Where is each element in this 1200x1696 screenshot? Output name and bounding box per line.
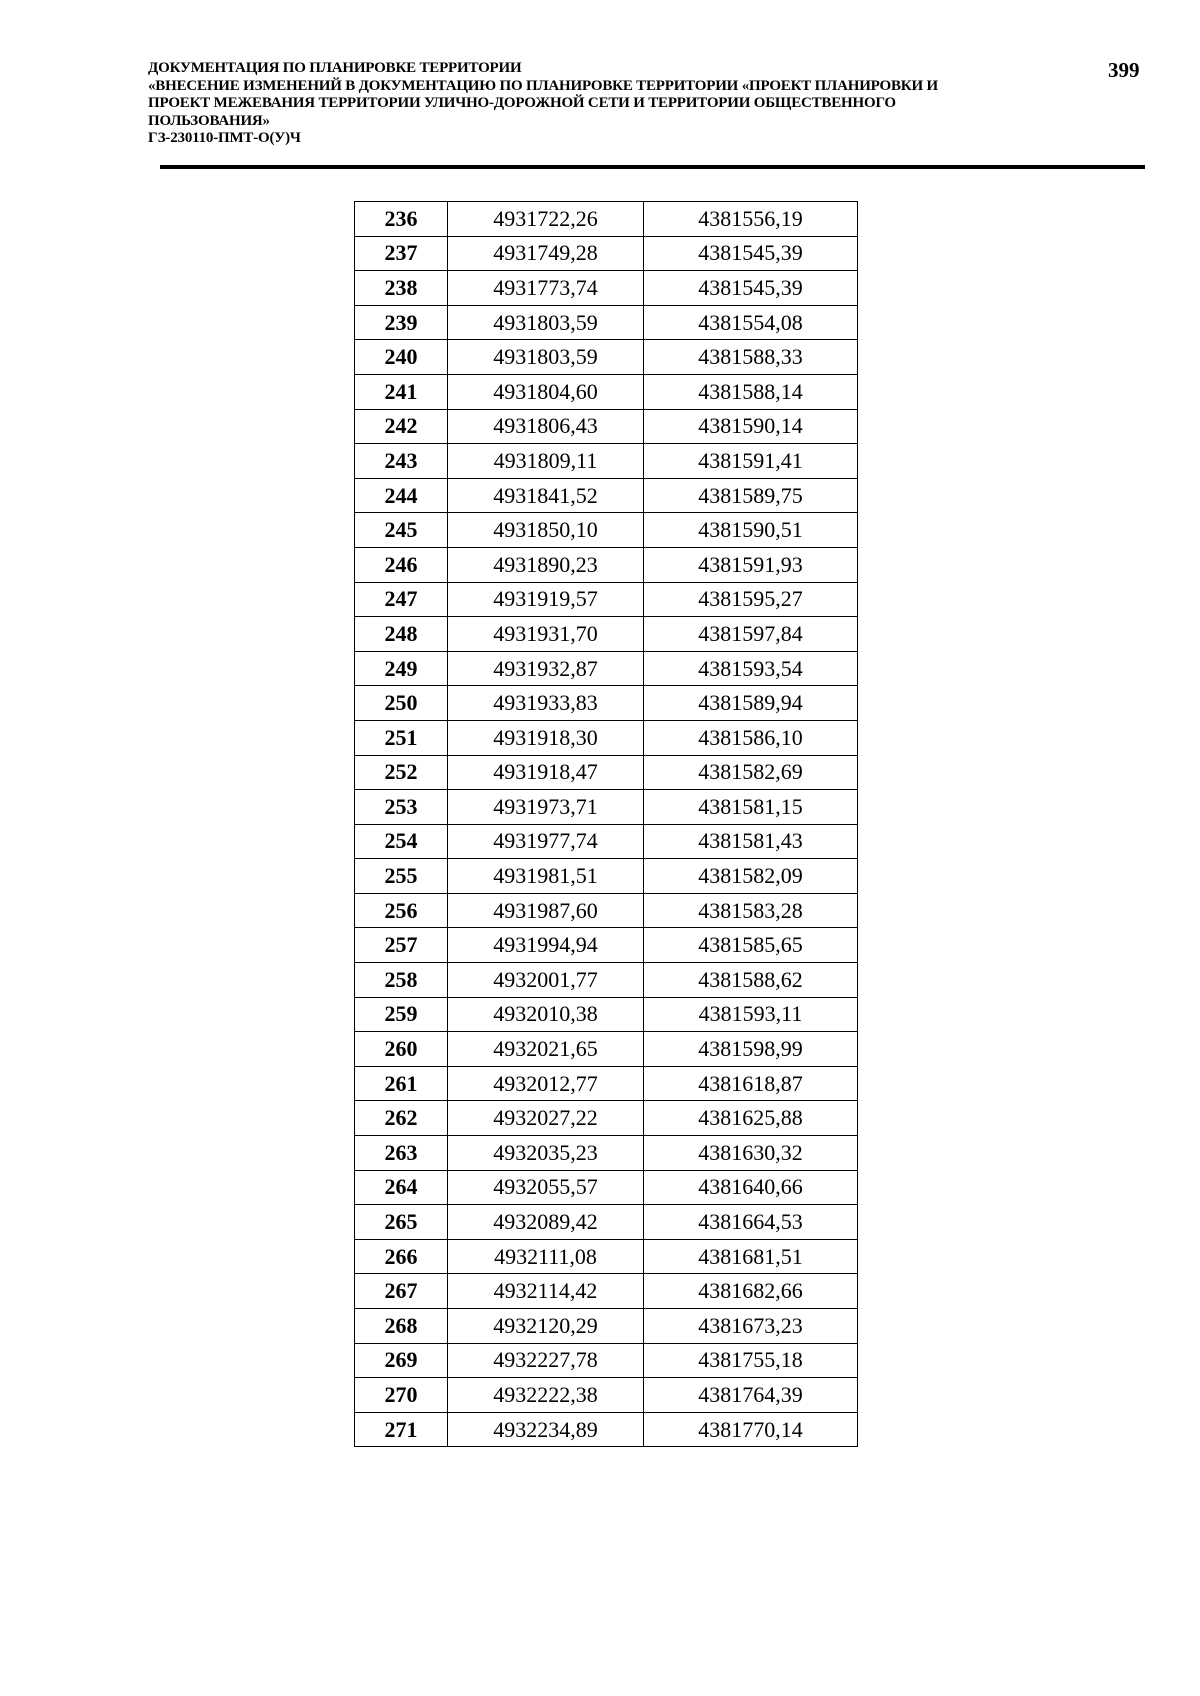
point-number: 238 <box>355 271 448 306</box>
point-number: 236 <box>355 202 448 237</box>
point-number: 245 <box>355 513 448 548</box>
x-coordinate: 4931749,28 <box>448 236 644 271</box>
point-number: 259 <box>355 997 448 1032</box>
table-row <box>355 859 858 894</box>
table-row <box>355 305 858 340</box>
point-number: 237 <box>355 236 448 271</box>
table-row <box>355 997 858 1032</box>
point-number: 252 <box>355 755 448 790</box>
point-number: 253 <box>355 790 448 825</box>
y-coordinate: 4381545,39 <box>644 271 858 306</box>
table-row <box>355 236 858 271</box>
table-row <box>355 1412 858 1447</box>
y-coordinate: 4381556,19 <box>644 202 858 237</box>
y-coordinate: 4381770,14 <box>644 1412 858 1447</box>
point-number: 251 <box>355 720 448 755</box>
x-coordinate: 4931850,10 <box>448 513 644 548</box>
table-row <box>355 582 858 617</box>
point-number: 240 <box>355 340 448 375</box>
point-number: 270 <box>355 1378 448 1413</box>
y-coordinate: 4381755,18 <box>644 1343 858 1378</box>
x-coordinate: 4931919,57 <box>448 582 644 617</box>
x-coordinate: 4931773,74 <box>448 271 644 306</box>
table-row <box>355 1309 858 1344</box>
y-coordinate: 4381589,94 <box>644 686 858 721</box>
point-number: 241 <box>355 374 448 409</box>
y-coordinate: 4381545,39 <box>644 236 858 271</box>
x-coordinate: 4931981,51 <box>448 859 644 894</box>
table-row <box>355 202 858 237</box>
x-coordinate: 4932021,65 <box>448 1032 644 1067</box>
x-coordinate: 4932234,89 <box>448 1412 644 1447</box>
x-coordinate: 4931918,30 <box>448 720 644 755</box>
x-coordinate: 4931931,70 <box>448 617 644 652</box>
table-row <box>355 1274 858 1309</box>
table-row <box>355 513 858 548</box>
x-coordinate: 4932027,22 <box>448 1101 644 1136</box>
table-row <box>355 271 858 306</box>
y-coordinate: 4381588,62 <box>644 963 858 998</box>
table-row <box>355 1136 858 1171</box>
x-coordinate: 4931973,71 <box>448 790 644 825</box>
y-coordinate: 4381585,65 <box>644 928 858 963</box>
table-row <box>355 1066 858 1101</box>
table-row <box>355 824 858 859</box>
point-number: 242 <box>355 409 448 444</box>
y-coordinate: 4381593,11 <box>644 997 858 1032</box>
x-coordinate: 4931987,60 <box>448 893 644 928</box>
x-coordinate: 4932120,29 <box>448 1309 644 1344</box>
x-coordinate: 4931918,47 <box>448 755 644 790</box>
table-row <box>355 1101 858 1136</box>
y-coordinate: 4381681,51 <box>644 1239 858 1274</box>
table-row <box>355 1343 858 1378</box>
y-coordinate: 4381589,75 <box>644 478 858 513</box>
header-line: «ВНЕСЕНИЕ ИЗМЕНЕНИЙ В ДОКУМЕНТАЦИЮ ПО ПЛАНИРОВКЕ ТЕРРИТОРИИ «ПРОЕКТ ПЛАНИРОВКИ И <box>148 77 938 94</box>
y-coordinate: 4381582,69 <box>644 755 858 790</box>
x-coordinate: 4931841,52 <box>448 478 644 513</box>
x-coordinate: 4932227,78 <box>448 1343 644 1378</box>
y-coordinate: 4381640,66 <box>644 1170 858 1205</box>
y-coordinate: 4381554,08 <box>644 305 858 340</box>
table-row <box>355 617 858 652</box>
point-number: 255 <box>355 859 448 894</box>
header-line: ПРОЕКТ МЕЖЕВАНИЯ ТЕРРИТОРИИ УЛИЧНО-ДОРОЖНОЙ СЕТИ И ТЕРРИТОРИИ ОБЩЕСТВЕННОГО <box>148 95 896 111</box>
point-number: 257 <box>355 928 448 963</box>
y-coordinate: 4381588,14 <box>644 374 858 409</box>
table-row <box>355 340 858 375</box>
point-number: 262 <box>355 1101 448 1136</box>
y-coordinate: 4381618,87 <box>644 1066 858 1101</box>
point-number: 261 <box>355 1066 448 1101</box>
header-line: ПОЛЬЗОВАНИЯ» <box>148 112 270 129</box>
point-number: 248 <box>355 617 448 652</box>
y-coordinate: 4381586,10 <box>644 720 858 755</box>
y-coordinate: 4381581,43 <box>644 824 858 859</box>
x-coordinate: 4932035,23 <box>448 1136 644 1171</box>
table-row <box>355 963 858 998</box>
table-row <box>355 790 858 825</box>
x-coordinate: 4932010,38 <box>448 997 644 1032</box>
table-row <box>355 1205 858 1240</box>
x-coordinate: 4932055,57 <box>448 1170 644 1205</box>
point-number: 250 <box>355 686 448 721</box>
point-number: 249 <box>355 651 448 686</box>
point-number: 256 <box>355 893 448 928</box>
y-coordinate: 4381625,88 <box>644 1101 858 1136</box>
table-row <box>355 651 858 686</box>
y-coordinate: 4381591,41 <box>644 444 858 479</box>
y-coordinate: 4381590,51 <box>644 513 858 548</box>
x-coordinate: 4931809,11 <box>448 444 644 479</box>
table-row <box>355 478 858 513</box>
point-number: 269 <box>355 1343 448 1378</box>
point-number: 263 <box>355 1136 448 1171</box>
point-number: 254 <box>355 824 448 859</box>
x-coordinate: 4932012,77 <box>448 1066 644 1101</box>
table-row <box>355 720 858 755</box>
coordinates-table-body <box>355 202 858 1447</box>
point-number: 260 <box>355 1032 448 1067</box>
y-coordinate: 4381590,14 <box>644 409 858 444</box>
x-coordinate: 4931994,94 <box>448 928 644 963</box>
point-number: 271 <box>355 1412 448 1447</box>
header-line: ГЗ-230110-ПМТ-О(У)Ч <box>148 130 301 146</box>
y-coordinate: 4381581,15 <box>644 790 858 825</box>
point-number: 266 <box>355 1239 448 1274</box>
point-number: 267 <box>355 1274 448 1309</box>
table-row <box>355 686 858 721</box>
header-line: ДОКУМЕНТАЦИЯ ПО ПЛАНИРОВКЕ ТЕРРИТОРИИ <box>148 60 522 76</box>
table-row <box>355 1170 858 1205</box>
point-number: 258 <box>355 963 448 998</box>
y-coordinate: 4381764,39 <box>644 1378 858 1413</box>
y-coordinate: 4381583,28 <box>644 893 858 928</box>
page-number: 399 <box>1108 58 1140 82</box>
table-row <box>355 1239 858 1274</box>
point-number: 247 <box>355 582 448 617</box>
table-row <box>355 893 858 928</box>
y-coordinate: 4381582,09 <box>644 859 858 894</box>
table-row <box>355 409 858 444</box>
y-coordinate: 4381630,32 <box>644 1136 858 1171</box>
header-divider <box>160 165 1145 169</box>
y-coordinate: 4381664,53 <box>644 1205 858 1240</box>
table-row <box>355 1378 858 1413</box>
point-number: 264 <box>355 1170 448 1205</box>
x-coordinate: 4931890,23 <box>448 547 644 582</box>
y-coordinate: 4381682,66 <box>644 1274 858 1309</box>
x-coordinate: 4931932,87 <box>448 651 644 686</box>
point-number: 265 <box>355 1205 448 1240</box>
y-coordinate: 4381591,93 <box>644 547 858 582</box>
x-coordinate: 4932111,08 <box>448 1239 644 1274</box>
y-coordinate: 4381588,33 <box>644 340 858 375</box>
y-coordinate: 4381598,99 <box>644 1032 858 1067</box>
x-coordinate: 4931806,43 <box>448 409 644 444</box>
point-number: 243 <box>355 444 448 479</box>
document-header <box>148 60 1078 148</box>
table-row <box>355 755 858 790</box>
x-coordinate: 4931933,83 <box>448 686 644 721</box>
y-coordinate: 4381597,84 <box>644 617 858 652</box>
point-number: 246 <box>355 547 448 582</box>
x-coordinate: 4932114,42 <box>448 1274 644 1309</box>
x-coordinate: 4932222,38 <box>448 1378 644 1413</box>
table-row <box>355 444 858 479</box>
point-number: 268 <box>355 1309 448 1344</box>
x-coordinate: 4931722,26 <box>448 202 644 237</box>
table-row <box>355 547 858 582</box>
y-coordinate: 4381673,23 <box>644 1309 858 1344</box>
coordinates-table <box>354 201 858 1447</box>
point-number: 244 <box>355 478 448 513</box>
x-coordinate: 4931803,59 <box>448 340 644 375</box>
x-coordinate: 4931803,59 <box>448 305 644 340</box>
point-number: 239 <box>355 305 448 340</box>
table-row <box>355 928 858 963</box>
y-coordinate: 4381593,54 <box>644 651 858 686</box>
x-coordinate: 4931804,60 <box>448 374 644 409</box>
x-coordinate: 4932001,77 <box>448 963 644 998</box>
table-row <box>355 374 858 409</box>
y-coordinate: 4381595,27 <box>644 582 858 617</box>
table-row <box>355 1032 858 1067</box>
x-coordinate: 4931977,74 <box>448 824 644 859</box>
x-coordinate: 4932089,42 <box>448 1205 644 1240</box>
